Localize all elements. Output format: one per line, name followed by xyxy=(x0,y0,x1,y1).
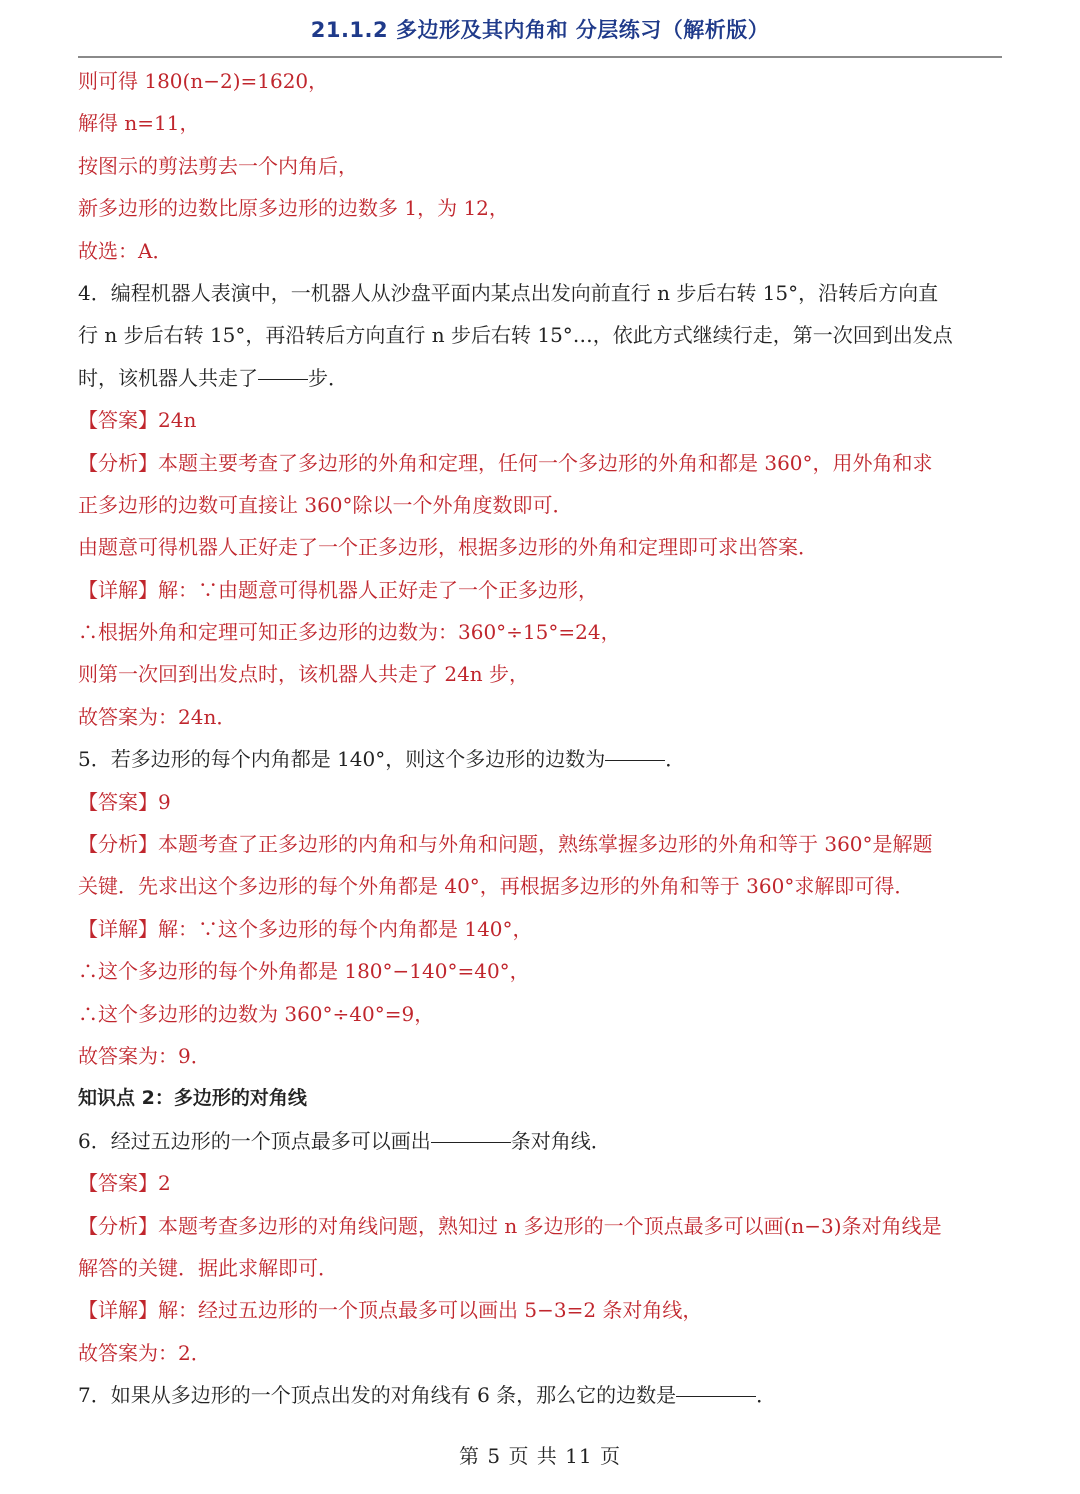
line-text: ∴这个多边形的边数为 360°÷40°=9， xyxy=(78,1001,435,1026)
text-line xyxy=(78,950,1002,992)
line-text: 【分析】本题考查多边形的对角线问题，熟知过 n 多边形的一个顶点最多可以画(n−3)条对角线是 xyxy=(78,1213,942,1238)
text-line xyxy=(78,908,1002,950)
text-line xyxy=(78,272,1002,314)
line-text: 4．编程机器人表演中，一机器人从沙盘平面内某点出发向前直行 n 步后右转 15°，沿转后方向直 xyxy=(78,280,939,305)
answer-blank xyxy=(676,1374,756,1397)
text-line xyxy=(78,357,1002,399)
document-title: 21.1.2 多边形及其内角和 分层练习（解析版） xyxy=(310,18,770,42)
line-text: 故答案为：2． xyxy=(78,1340,211,1365)
line-text: 按图示的剪法剪去一个内角后， xyxy=(78,153,358,178)
line-text: 故选：A． xyxy=(78,238,173,263)
text-line xyxy=(78,60,1002,102)
line-text: 则可得 180(n−2)=1620， xyxy=(78,69,329,93)
page-header xyxy=(78,0,1002,58)
text-line xyxy=(78,781,1002,823)
line-text: 知识点 2：多边形的对角线 xyxy=(78,1087,307,1110)
answer-blank xyxy=(605,738,665,761)
line-text: 行 n 步后右转 15°，再沿转后方向直行 n 步后右转 15°…，依此方式继续行走，第一次回到出发点 xyxy=(78,323,953,348)
line-text-after: ． xyxy=(665,747,686,772)
text-line xyxy=(78,526,1002,568)
text-line xyxy=(78,484,1002,526)
line-text-after: 条对角线． xyxy=(510,1128,611,1153)
line-text: 关键．先求出这个多边形的每个外角都是 40°，再根据多边形的外角和等于 360°求解即可得． xyxy=(78,874,915,899)
line-text: 新多边形的边数比原多边形的边数多 1，为 12， xyxy=(78,196,509,221)
text-line xyxy=(78,442,1002,484)
text-line xyxy=(78,993,1002,1035)
line-text: ∴这个多边形的每个外角都是 180°−140°=40°， xyxy=(78,959,530,984)
text-line xyxy=(78,1205,1002,1247)
text-line xyxy=(78,1120,1002,1162)
text-line xyxy=(78,102,1002,144)
text-line xyxy=(78,399,1002,441)
answer-blank xyxy=(258,357,308,380)
text-line xyxy=(78,1162,1002,1204)
line-text: 故答案为：9． xyxy=(78,1043,211,1068)
document-body xyxy=(78,60,1002,1417)
line-text: 6．经过五边形的一个顶点最多可以画出 xyxy=(78,1128,431,1153)
line-text: 时，该机器人共走了 xyxy=(78,365,258,390)
line-text: 【答案】2 xyxy=(78,1171,171,1196)
line-text: 正多边形的边数可直接让 360°除以一个外角度数即可． xyxy=(78,492,573,517)
text-line xyxy=(78,1289,1002,1331)
text-line xyxy=(78,1332,1002,1374)
line-text: 【详解】解：经过五边形的一个顶点最多可以画出 5−3=2 条对角线， xyxy=(78,1298,703,1323)
line-text: 解得 n=11， xyxy=(78,111,200,136)
line-text: 5．若多边形的每个内角都是 140°，则这个多边形的边数为 xyxy=(78,747,606,772)
answer-blank xyxy=(431,1120,511,1143)
line-text-after: 步． xyxy=(308,365,348,390)
text-line xyxy=(78,314,1002,356)
line-text: 则第一次回到出发点时，该机器人共走了 24n 步， xyxy=(78,662,530,687)
line-text: 解答的关键．据此求解即可． xyxy=(78,1255,338,1280)
line-text: 【详解】解：∵由题意可得机器人正好走了一个正多边形， xyxy=(78,577,598,602)
line-text: 故答案为：24n． xyxy=(78,704,237,729)
line-text: ∴根据外角和定理可知正多边形的边数为：360°÷15°=24， xyxy=(78,620,621,645)
page-number-footer: 第 5 页 共 11 页 xyxy=(459,1444,621,1468)
line-text: 【分析】本题考查了正多边形的内角和与外角和问题，熟练掌握多边形的外角和等于 360°是解题 xyxy=(78,832,933,857)
line-text-after: ． xyxy=(756,1383,777,1408)
text-line xyxy=(78,1247,1002,1289)
section-heading xyxy=(78,1077,1002,1119)
text-line xyxy=(78,865,1002,907)
text-line xyxy=(78,1035,1002,1077)
text-line xyxy=(78,230,1002,272)
line-text: 7．如果从多边形的一个顶点出发的对角线有 6 条，那么它的边数是 xyxy=(78,1383,677,1408)
line-text: 【答案】9 xyxy=(78,789,171,814)
text-line xyxy=(78,145,1002,187)
text-line xyxy=(78,653,1002,695)
text-line xyxy=(78,738,1002,780)
line-text: 由题意可得机器人正好走了一个正多边形，根据多边形的外角和定理即可求出答案． xyxy=(78,535,818,560)
text-line xyxy=(78,696,1002,738)
text-line xyxy=(78,611,1002,653)
text-line xyxy=(78,187,1002,229)
text-line xyxy=(78,1374,1002,1416)
text-line xyxy=(78,823,1002,865)
line-text: 【分析】本题主要考查了多边形的外角和定理，任何一个多边形的外角和都是 360°，用外角和求 xyxy=(78,450,933,475)
line-text: 【详解】解：∵这个多边形的每个内角都是 140°， xyxy=(78,916,533,941)
line-text: 【答案】24n xyxy=(78,408,197,433)
text-line xyxy=(78,569,1002,611)
